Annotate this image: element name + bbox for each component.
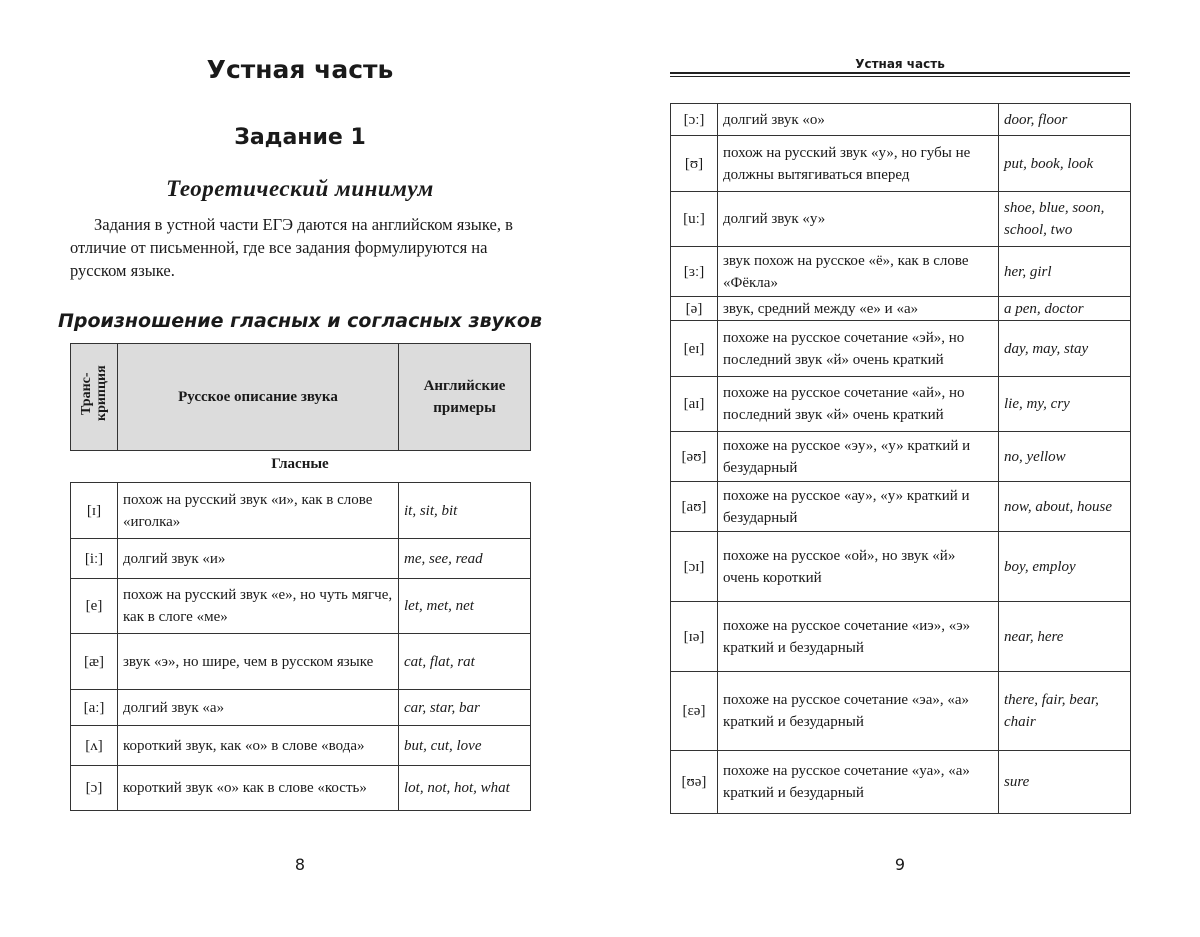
examples-cell: sure — [999, 751, 1131, 814]
transcription-cell: [ʊə] — [671, 751, 718, 814]
table-row — [71, 483, 531, 539]
header-rule-thin — [670, 76, 1130, 77]
transcription-cell: [ʌ] — [71, 726, 118, 766]
table-row — [71, 726, 531, 766]
table-row — [671, 192, 1131, 247]
table-row — [71, 579, 531, 634]
table-row — [671, 297, 1131, 321]
header-row — [71, 344, 531, 451]
transcription-cell: [ʊ] — [671, 136, 718, 192]
transcription-cell: [ɔ] — [71, 766, 118, 811]
vowels-section-label: Гласные — [271, 456, 329, 472]
page-number: 9 — [894, 855, 906, 874]
table-row — [671, 751, 1131, 814]
description-cell: долгий звук «у» — [718, 192, 999, 247]
description-cell: похоже на русское сочетание «уа», «а» краткий и безударный — [718, 751, 999, 814]
description-cell: звук похож на русское «ё», как в слове «Фёкла» — [718, 247, 999, 297]
examples-cell: me, see, read — [399, 539, 531, 579]
examples-cell: car, star, bar — [399, 690, 531, 726]
table-row — [671, 136, 1131, 192]
description-cell: похоже на русское «эу», «у» краткий и безударный — [718, 432, 999, 482]
table-row — [671, 482, 1131, 532]
examples-cell: no, yellow — [999, 432, 1131, 482]
description-cell: похож на русский звук «и», как в слове «иголка» — [118, 483, 399, 539]
transcription-cell: [əʊ] — [671, 432, 718, 482]
theory-title: Теоретический минимум — [166, 176, 434, 201]
examples-cell: it, sit, bit — [399, 483, 531, 539]
header-description: Русское описание звука — [118, 344, 399, 451]
description-cell: звук «э», но шире, чем в русском языке — [118, 634, 399, 690]
examples-cell: day, may, stay — [999, 321, 1131, 377]
table-row — [71, 634, 531, 690]
transcription-cell: [aː] — [71, 690, 118, 726]
description-cell: похоже на русское сочетание «эй», но последний звук «й» очень краткий — [718, 321, 999, 377]
description-cell: долгий звук «и» — [118, 539, 399, 579]
table-row — [71, 690, 531, 726]
transcription-cell: [æ] — [71, 634, 118, 690]
table-row — [671, 247, 1131, 297]
table-row — [71, 539, 531, 579]
transcription-cell: [aʊ] — [671, 482, 718, 532]
description-cell: долгий звук «о» — [718, 104, 999, 136]
examples-cell: near, here — [999, 602, 1131, 672]
header-transcription-label: Транс- крипция — [79, 365, 109, 422]
pronunciation-title: Произношение гласных и согласных звуков — [58, 310, 542, 332]
examples-cell: there, fair, bear, chair — [999, 672, 1131, 751]
header-rule-thick — [670, 72, 1130, 74]
vowel-table-right — [670, 103, 1131, 814]
examples-cell: lie, my, cry — [999, 377, 1131, 432]
description-cell: короткий звук «о» как в слове «кость» — [118, 766, 399, 811]
examples-cell: boy, employ — [999, 532, 1131, 602]
table-row — [671, 321, 1131, 377]
transcription-cell: [ɛə] — [671, 672, 718, 751]
transcription-cell: [ə] — [671, 297, 718, 321]
header-examples: Английские примеры — [399, 344, 531, 451]
transcription-cell: [e] — [71, 579, 118, 634]
header-table — [70, 343, 531, 451]
table-row — [671, 432, 1131, 482]
table-row — [671, 104, 1131, 136]
task-title: Задание 1 — [234, 125, 366, 150]
transcription-cell: [ɪə] — [671, 602, 718, 672]
intro-paragraph: Задания в устной части ЕГЭ даются на английском языке, в отличие от письменной, где все задания формулируются на русском языке. — [70, 215, 513, 280]
examples-cell: lot, not, hot, what — [399, 766, 531, 811]
description-cell: долгий звук «а» — [118, 690, 399, 726]
description-cell: похоже на русское «ой», но звук «й» очень короткий — [718, 532, 999, 602]
running-head: Устная часть — [855, 57, 945, 71]
examples-cell: let, met, net — [399, 579, 531, 634]
table-row — [671, 602, 1131, 672]
examples-cell: cat, flat, rat — [399, 634, 531, 690]
description-cell: похож на русский звук «е», но чуть мягче, как в слоге «ме» — [118, 579, 399, 634]
right-page — [600, 0, 1200, 937]
description-cell: звук, средний между «е» и «а» — [718, 297, 999, 321]
description-cell: похоже на русское сочетание «иэ», «э» краткий и безударный — [718, 602, 999, 672]
transcription-cell: [uː] — [671, 192, 718, 247]
transcription-cell: [ɔː] — [671, 104, 718, 136]
page-number: 8 — [294, 855, 306, 874]
transcription-cell: [iː] — [71, 539, 118, 579]
transcription-cell: [ɜː] — [671, 247, 718, 297]
table-row — [671, 672, 1131, 751]
description-cell: похож на русский звук «у», но губы не должны вытягиваться вперед — [718, 136, 999, 192]
table-row — [671, 377, 1131, 432]
transcription-cell: [eɪ] — [671, 321, 718, 377]
transcription-cell: [aɪ] — [671, 377, 718, 432]
transcription-cell: [ɔɪ] — [671, 532, 718, 602]
examples-cell: a pen, doctor — [999, 297, 1131, 321]
vowel-table-left — [70, 482, 531, 811]
table-row — [671, 532, 1131, 602]
header-transcription — [71, 344, 118, 451]
examples-cell: door, floor — [999, 104, 1131, 136]
description-cell: похоже на русское сочетание «ай», но последний звук «й» очень краткий — [718, 377, 999, 432]
description-cell: короткий звук, как «о» в слове «вода» — [118, 726, 399, 766]
part-title: Устная часть — [206, 55, 394, 84]
examples-cell: shoe, blue, soon, school, two — [999, 192, 1131, 247]
examples-cell: put, book, look — [999, 136, 1131, 192]
examples-cell: now, about, house — [999, 482, 1131, 532]
description-cell: похоже на русское «ау», «у» краткий и безударный — [718, 482, 999, 532]
examples-cell: her, girl — [999, 247, 1131, 297]
examples-cell: but, cut, love — [399, 726, 531, 766]
transcription-cell: [ɪ] — [71, 483, 118, 539]
description-cell: похоже на русское сочетание «эа», «а» краткий и безударный — [718, 672, 999, 751]
table-row — [71, 766, 531, 811]
